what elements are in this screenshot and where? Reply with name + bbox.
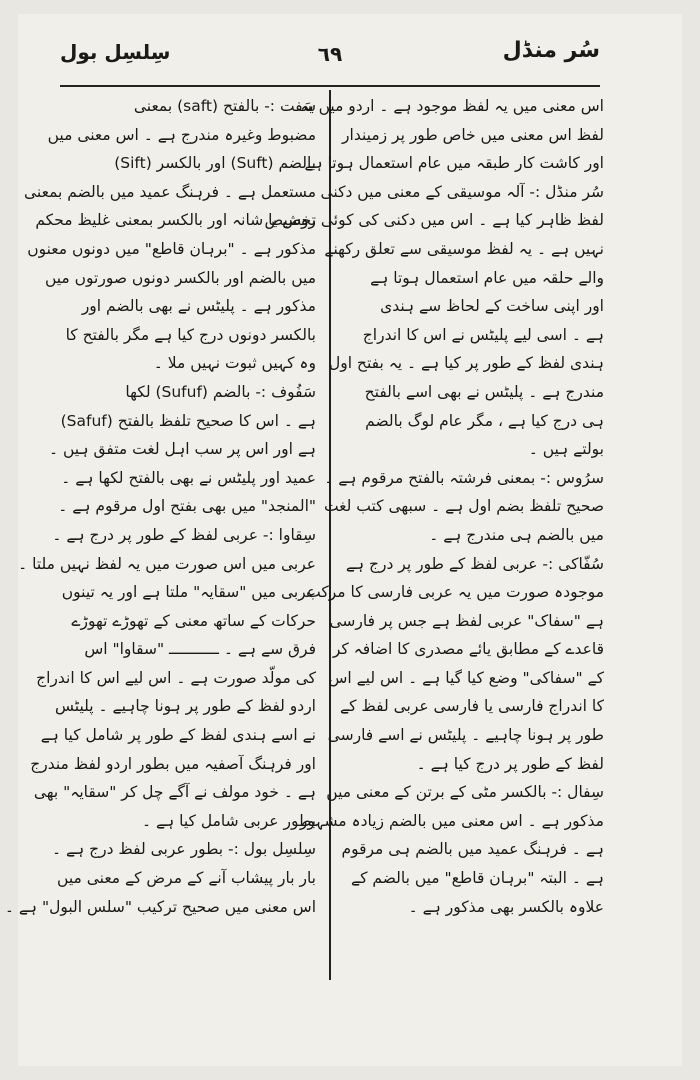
text-line: روش یا شانہ اور بالکسر بمعنی غلیظ محکم	[35, 211, 316, 230]
text-line: اور کاشت کار طبقہ میں عام استعمال ہوتا ہے	[304, 154, 604, 173]
text-line: والے حلقہ میں عام استعمال ہوتا ہے	[370, 268, 604, 287]
text-line: اور اپنی ساخت کے لحاظ سے ہندی	[380, 297, 604, 316]
text-line: فرق سے ہے ۔ ـــــــــــ "سقاوا" اس	[84, 640, 316, 659]
text-line: بالضم (Suft) اور بالکسر (Sift)	[114, 154, 316, 173]
text-line: نے اسے ہندی لفظ کے طور پر شامل کیا ہے	[40, 726, 316, 745]
text-line: لفظ ظاہر کیا ہے ۔ اس میں دکنی کی کوئی تخصیص	[264, 211, 604, 230]
text-line: لفظ اس معنی میں خاص طور پر زمیندار	[342, 125, 604, 144]
running-head-right: سُر منڈل	[502, 38, 600, 63]
text-line: ہی درج کیا ہے ، مگر عام لوگ بالضم	[365, 411, 604, 430]
text-line: عمید اور پلیٹس نے بھی بالفتح لکھا ہے ۔	[61, 468, 316, 487]
text-line: ہے اور اس پر سب اہل لغت متفق ہیں ۔	[48, 440, 316, 459]
text-line: موجودہ صورت میں یہ عربی فارسی کا مرکب	[306, 583, 604, 602]
text-line: بار بار پیشاب آنے کے مرض کے معنی میں	[57, 869, 316, 888]
text-line: ہندی لفظ کے طور پر کیا ہے ۔ یہ بفتح اول	[328, 354, 604, 373]
text-line: ہے ۔ فرہنگ عمید میں بالضم ہی مرقوم	[341, 840, 604, 859]
text-line: سِلسِل بول :- بطور عربی لفظ درج ہے ۔	[52, 840, 316, 859]
text-line: سَفت :- بالفتح (saft) بمعنی	[133, 97, 316, 115]
text-line: بولتے ہیں ۔	[528, 440, 604, 459]
right-column	[264, 92, 604, 921]
text-line: اس معنی میں یہ لفظ موجود ہے ۔ اردو میں یہ	[300, 97, 604, 115]
left-column	[4, 92, 316, 921]
text-line: سُفّاکی :- عربی لفظ کے طور پر درج ہے	[345, 554, 604, 573]
header-rule	[60, 85, 600, 87]
text-line: ہے ۔ اسی لیے پلیٹس نے اس کا اندراج	[362, 325, 604, 344]
running-head-left: سِلسِل بول	[60, 40, 171, 64]
text-line: کی مولّد صورت ہے ۔ اس لیے اس کا اندراج	[36, 668, 316, 687]
text-line: سُر منڈل :- آلہ موسیقی کے معنی میں دکنی	[320, 182, 604, 201]
text-line: ہے "سفاک" عربی لفظ ہے جس پر فارسی	[329, 611, 604, 630]
text-line: سِفال :- بالکسر مٹی کے برتن کے معنی میں	[326, 783, 604, 802]
text-line: طور پر ہونا چاہیے ۔ پلیٹس نے اسے فارسی	[327, 726, 604, 745]
text-line: سرُوس :- بمعنی فرشتہ بالفتح مرقوم ہے ۔	[324, 468, 604, 487]
page-number: ٦٩	[317, 42, 343, 66]
text-line: کا اندراج فارسی یا فارسی عربی لفظ کے	[340, 697, 604, 716]
text-line: میں بالضم ہی مندرج ہے ۔	[429, 525, 604, 544]
text-line: ہے ۔ اس کا صحیح تلفظ بالفتح (Safuf)	[60, 411, 316, 430]
text-line: مستعمل ہے ۔ فرہنگ عمید میں بالضم بمعنی	[24, 182, 316, 201]
text-line: مذکور ہے ۔ پلیٹس نے بھی بالضم اور	[81, 297, 316, 316]
text-line: عربی میں اس صورت میں یہ لفظ نہیں ملتا ۔	[18, 554, 316, 573]
text-line: مضبوط وغیرہ مندرج ہے ۔ اس معنی میں	[47, 125, 316, 144]
text-line: میں بالضم اور بالکسر دونوں صورتوں میں	[44, 268, 316, 287]
text-line: ہے ۔ خود مولف نے آگے چل کر "سقایہ" بھی	[33, 783, 316, 802]
text-line: "المنجد" میں بھی بفتح اول مرقوم ہے ۔	[58, 497, 316, 516]
text-line: نہیں ہے ۔ یہ لفظ موسیقی سے تعلق رکھنے	[324, 239, 604, 258]
text-line: وہ کہیں ثبوت نہیں ملا ۔	[153, 354, 316, 373]
text-line: اور فرہنگ آصفیہ میں بطور اردو لفظ مندرج	[30, 754, 316, 773]
text-line: صحیح تلفظ بضم اول ہے ۔ سبھی کتب لغت	[323, 497, 604, 516]
text-line: لفظ کے طور پر درج کیا ہے ۔	[416, 754, 604, 773]
text-line: کے "سفاکی" وضع کیا گیا ہے ۔ اس لیے اس	[328, 668, 604, 687]
text-line: اس معنی میں صحیح ترکیب "سلس البول" ہے ۔	[4, 897, 316, 916]
text-line: حرکات کے ساتھ معنی کے تھوڑے تھوڑے	[71, 611, 316, 630]
text-line: عربی میں "سقایہ" ملتا ہے اور یہ تینوں	[61, 583, 316, 602]
text-line: سِقاوا :- عربی لفظ کے طور پر درج ہے ۔	[52, 525, 316, 544]
text-line: ہے ۔ البتہ "برہان قاطع" میں بالضم کے	[351, 869, 604, 888]
text-line: علاوہ بالکسر بھی مذکور ہے ۔	[408, 897, 604, 916]
page-header	[60, 30, 600, 80]
text-line: مذکور ہے ۔ اس معنی میں بالضم زیادہ مشہور	[299, 811, 604, 830]
text-line: اردو لفظ کے طور پر ہونا چاہیے ۔ پلیٹس	[55, 697, 316, 716]
text-line: مذکور ہے ۔ "برہان قاطع" میں دونوں معنوں	[27, 239, 316, 258]
text-line: بالکسر دونوں درج کیا ہے مگر بالفتح کا	[65, 325, 316, 344]
text-line: مندرج ہے ۔ پلیٹس نے بھی اسے بالفتح	[364, 382, 604, 401]
text-line: قاعدے کے مطابق یائے مصدری کا اضافہ کر	[332, 640, 604, 659]
text-line: سَفُوف :- بالضم (Sufuf) لکھا	[125, 382, 316, 401]
text-line: بطور عربی شامل کیا ہے ۔	[142, 811, 316, 830]
